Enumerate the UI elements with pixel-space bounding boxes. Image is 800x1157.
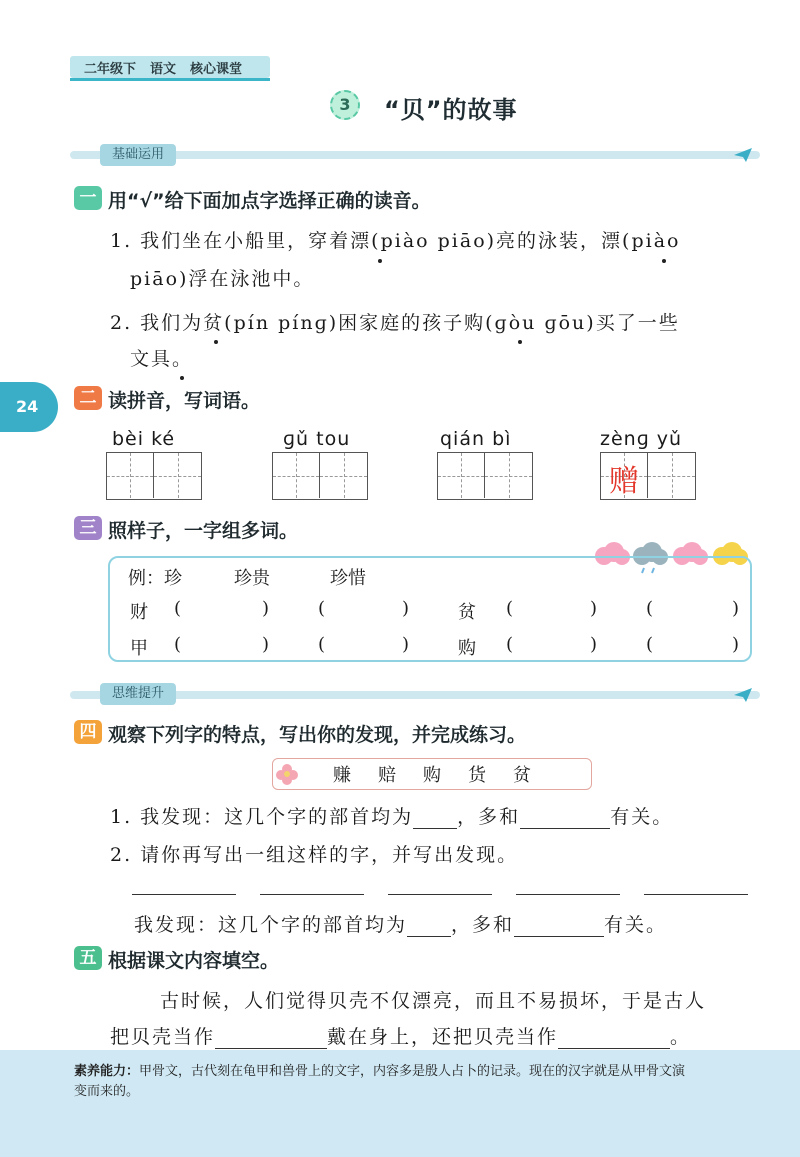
paren-open: ( (506, 598, 514, 619)
paren-close: ) (590, 598, 598, 619)
answer-blank[interactable] (407, 936, 451, 937)
paren-open: ( (506, 634, 514, 655)
flower-icon (274, 762, 300, 786)
pinyin-label: ɡǔ tou (283, 428, 351, 450)
example-word-1: 珍贵 (234, 568, 270, 589)
paren-open: ( (646, 634, 654, 655)
question-title-5: 根据课文内容填空。 (108, 950, 280, 972)
q5-paragraph-2c: 。 (670, 1026, 692, 1048)
question-title-3: 照样子，一字组多词。 (108, 520, 299, 542)
character: 货 (468, 765, 487, 786)
header-series: 核心课堂 (190, 61, 243, 77)
paren-close: ) (732, 598, 740, 619)
paren-close: ) (402, 634, 410, 655)
answer-blank[interactable] (558, 1048, 670, 1049)
character-set-box (272, 758, 592, 790)
answer-line[interactable] (644, 894, 748, 895)
q4-line-3b: ，多和 (451, 914, 515, 936)
emphasis-dot (378, 259, 382, 263)
footer-note (74, 1062, 764, 1102)
answer-blank[interactable] (520, 828, 610, 829)
header-subject: 语文 (150, 61, 177, 77)
example-character: 赠 (609, 464, 639, 499)
pinyin-label: zènɡ yǔ (600, 428, 683, 450)
paren-open: ( (318, 598, 326, 619)
question-title-1: 用“√”给下面加点字选择正确的读音。 (108, 190, 431, 212)
answer-blank[interactable] (413, 828, 457, 829)
page-number-tab: 24 (0, 382, 58, 432)
grid-cell[interactable] (601, 453, 648, 498)
question-number-2: 二 (74, 386, 102, 410)
grid-cell[interactable] (273, 453, 320, 498)
q4-line-3 (134, 910, 667, 937)
paren-open: ( (318, 634, 326, 655)
book-header (70, 56, 270, 78)
answer-line[interactable] (388, 894, 492, 895)
grid-cell[interactable] (648, 453, 695, 498)
paren-close: ) (262, 634, 270, 655)
lesson-title: “贝”的故事 (384, 96, 518, 124)
character: 购 (423, 765, 442, 786)
paren-open: ( (174, 634, 182, 655)
example-word-2: 珍惜 (330, 568, 366, 589)
character: 贫 (513, 765, 532, 786)
q1-line-2a: 2. 我们为贫(pín pínɡ)困家庭的孩子购(ɡòu ɡōu)买了一些 (110, 312, 680, 334)
q1-line-2b: 文具。 (130, 348, 194, 370)
emphasis-dot (662, 259, 666, 263)
grid-cell[interactable] (107, 453, 154, 498)
paren-close: ) (402, 598, 410, 619)
exercise-box (108, 556, 752, 662)
grid-cell[interactable] (320, 453, 367, 498)
question-number-4: 四 (74, 720, 102, 744)
header-grade: 二年级下 (84, 61, 137, 77)
grid-cell[interactable] (154, 453, 201, 498)
paren-open: ( (646, 598, 654, 619)
paper-plane-icon (734, 688, 752, 702)
paren-open: ( (174, 598, 182, 619)
answer-line[interactable] (516, 894, 620, 895)
base-character: 购 (458, 638, 476, 659)
q4-line-3a: 我发现：这几个字的部首均为 (134, 914, 408, 936)
paper-plane-icon (734, 148, 752, 162)
q1-line-1b: piāo)浮在泳池中。 (130, 268, 315, 290)
example-label: 例：珍 (128, 568, 182, 589)
question-title-2: 读拼音，写词语。 (108, 390, 261, 412)
paren-close: ) (732, 634, 740, 655)
answer-line[interactable] (260, 894, 364, 895)
pinyin-label: qián bì (440, 428, 512, 450)
q1-line-1a: 1. 我们坐在小船里，穿着漂(piào piāo)亮的泳装，漂(piào (110, 230, 681, 252)
emphasis-dot (214, 340, 218, 344)
question-number-1: 一 (74, 186, 102, 210)
base-character: 贫 (458, 602, 476, 623)
writing-grid[interactable] (437, 452, 533, 500)
footer-text-2: 变而来的。 (74, 1084, 140, 1099)
answer-blank[interactable] (215, 1048, 327, 1049)
pinyin-label: bèi ké (112, 428, 176, 450)
q4-line-1 (110, 802, 673, 829)
q5-paragraph-2 (110, 1022, 691, 1049)
q4-line-1b: ，多和 (457, 806, 521, 828)
q4-line-1a: 1. 我发现：这几个字的部首均为 (110, 806, 414, 828)
answer-blank[interactable] (514, 936, 604, 937)
q4-line-2: 2. 请你再写出一组这样的字，并写出发现。 (110, 844, 519, 866)
character: 赚 (333, 765, 352, 786)
emphasis-dot (518, 340, 522, 344)
base-character: 财 (130, 602, 148, 623)
grid-cell[interactable] (485, 453, 532, 498)
paren-close: ) (262, 598, 270, 619)
writing-grid[interactable] (272, 452, 368, 500)
q4-line-1c: 有关。 (610, 806, 674, 828)
answer-line[interactable] (132, 894, 236, 895)
grid-cell[interactable] (438, 453, 485, 498)
q5-paragraph-1: 古时候，人们觉得贝壳不仅漂亮，而且不易损坏，于是古人 (160, 990, 707, 1012)
writing-grid[interactable] (106, 452, 202, 500)
writing-grid[interactable] (600, 452, 696, 500)
section-tag-thinking: 思维提升 (100, 683, 176, 705)
question-title-4: 观察下列字的特点，写出你的发现，并完成练习。 (108, 724, 527, 746)
q4-line-3c: 有关。 (604, 914, 668, 936)
base-character: 甲 (130, 638, 148, 659)
section-tag-basic: 基础运用 (100, 144, 176, 166)
q5-paragraph-2a: 把贝壳当作 (110, 1026, 216, 1048)
emphasis-dot (180, 376, 184, 380)
q5-paragraph-2b: 戴在身上，还把贝壳当作 (327, 1026, 559, 1048)
paren-close: ) (590, 634, 598, 655)
header-underline (70, 78, 270, 81)
footer-label: 素养能力： (74, 1064, 140, 1079)
footer-text-1: 甲骨文，古代刻在龟甲和兽骨上的文字，内容多是殷人占卜的记录。现在的汉字就是从甲骨文演 (139, 1064, 686, 1079)
question-number-3: 三 (74, 516, 102, 540)
character: 赔 (378, 765, 397, 786)
lesson-number: 3 (330, 90, 360, 120)
question-number-5: 五 (74, 946, 102, 970)
